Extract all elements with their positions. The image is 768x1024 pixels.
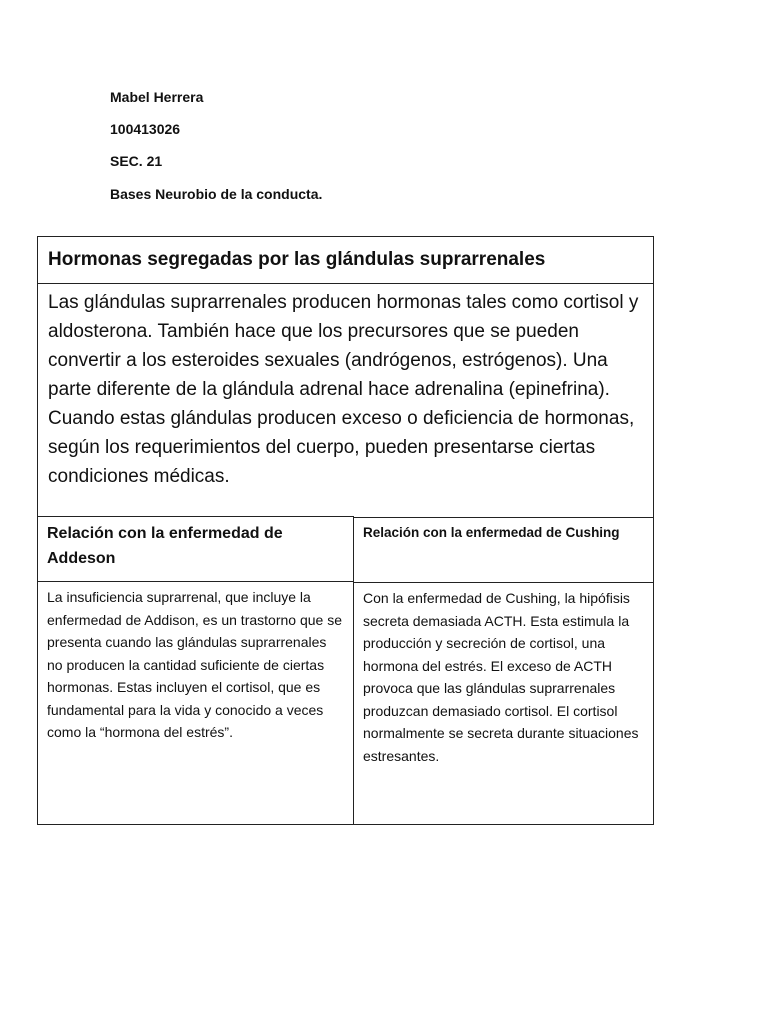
- section-label: SEC. 21: [110, 153, 163, 169]
- cushing-detail-cell: [353, 582, 654, 825]
- cushing-heading: Relación con la enfermedad de Cushing: [363, 525, 620, 540]
- intro-paragraph: Las glándulas suprarrenales producen hormonas tales como cortisol y aldosterona. También hace que los precursores que se pueden convertir a los esteroides sexuales (andrógenos, estrógenos). Una parte diferente de la glándula adrenal hace adrenalina (epinefrina). Cuando estas glándulas producen exceso o deficiencia de hormonas, según los requerimientos del cuerpo, pueden presentarse ciertas condiciones médicas.: [48, 292, 639, 487]
- table-title: Hormonas segregadas por las glándulas suprarrenales: [48, 249, 546, 270]
- addison-heading-cell: [37, 516, 354, 582]
- intro-cell: [37, 283, 654, 518]
- course-name: Bases Neurobio de la conducta.: [110, 186, 323, 202]
- addison-detail-cell: [37, 581, 354, 825]
- author-name: Mabel Herrera: [110, 89, 204, 105]
- addison-detail-text: La insuficiencia suprarrenal, que incluye la enfermedad de Addison, es un trastorno que se presenta cuando las glándulas suprarrenales no producen la cantidad suficiente de ciertas hormonas. Estas incluyen el cortisol, que es fundamental para la vida y conocido a veces como la “hormona del estrés”.: [47, 589, 342, 740]
- student-id: 100413026: [110, 121, 181, 137]
- table-title-cell: [37, 236, 654, 284]
- cushing-heading-cell: [353, 517, 654, 583]
- addison-heading: Relación con la enfermedad de Addeson: [47, 525, 283, 567]
- cushing-detail-text: Con la enfermedad de Cushing, la hipófisis secreta demasiada ACTH. Esta estimula la producción y secreción de cortisol, una hormona del estrés. El exceso de ACTH provoca que las glándulas suprarrenales produzcan demasiado cortisol. El cortisol normalmente se secreta durante situaciones estresantes.: [363, 590, 639, 764]
